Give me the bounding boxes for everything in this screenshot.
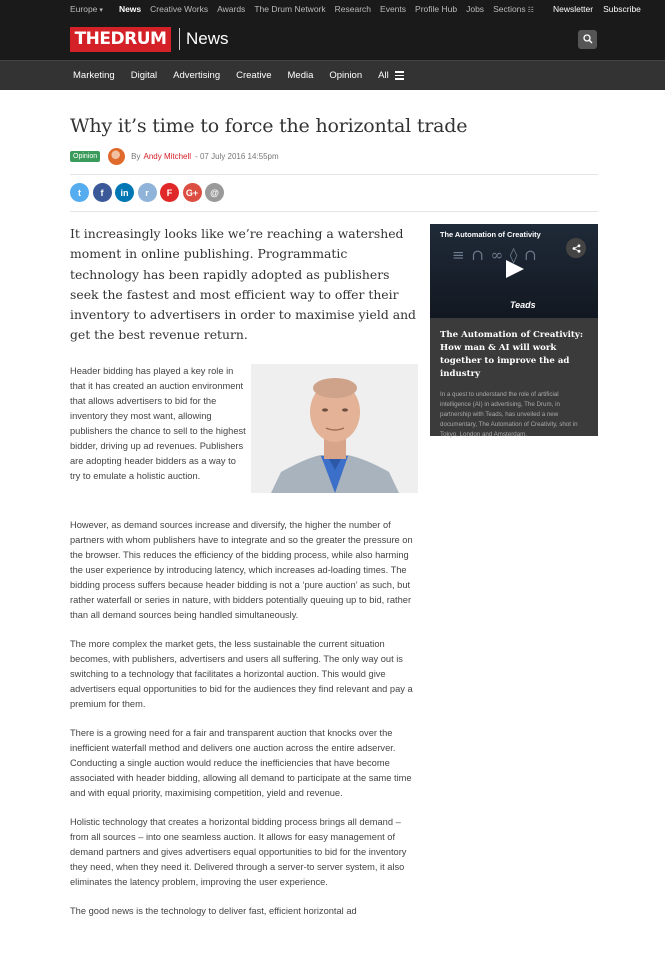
paragraph: However, as demand sources increase and diversify, the higher the number of partners with whom publishers have to integrate and so the greater the pressure on the browser. This reduces the efficiency of the bidding process, while also harming the user experience by introducing latency, which increases ad-loading times. The bidding process suffers because header bidding is not a ‘pure auction’ as such, but rather waterfall or series in nature, with bidders potentially queuing up to bid, rather than all demand sources being handled simultaneously. <box>70 519 413 620</box>
nav-media[interactable]: Media <box>287 70 314 81</box>
main-nav <box>0 60 665 90</box>
article-lead: It increasingly looks like we’re reaching a watershed moment in online publishing. Programmatic technology has been rapidly adopted as publishers seek the fastest and most efficient way to offer their inventory to advertisers in order to maximise yield and get the best revenue return. <box>70 226 416 343</box>
caret-down-icon: ▾ <box>99 7 103 14</box>
article-meta <box>70 148 598 165</box>
author-link[interactable]: Andy Mitchell <box>143 152 192 161</box>
nav-advertising[interactable]: Advertising <box>173 70 221 81</box>
divider <box>179 28 180 50</box>
intro-with-image <box>70 364 418 504</box>
author-avatar[interactable] <box>108 148 125 165</box>
topbar-link-profile-hub[interactable]: Profile Hub <box>415 4 458 14</box>
linkedin-icon[interactable]: in <box>115 183 134 202</box>
email-icon[interactable]: @ <box>205 183 224 202</box>
content-row <box>70 224 598 919</box>
site-header <box>0 18 665 60</box>
publish-date: - 07 July 2016 14:55pm <box>195 152 279 161</box>
divider <box>70 174 598 175</box>
article-title: Why it’s time to force the horizontal trade <box>70 115 468 137</box>
divider <box>70 211 598 212</box>
subscribe-link[interactable]: Subscribe <box>603 4 641 14</box>
share-bar <box>70 183 598 202</box>
edition-selector[interactable]: Europe ▾ <box>70 4 103 14</box>
topbar-right <box>543 4 641 14</box>
topbar-link-jobs[interactable]: Jobs <box>466 4 485 14</box>
topbar-link-events[interactable]: Events <box>380 4 407 14</box>
nav-opinion[interactable]: Opinion <box>329 70 363 81</box>
topbar-link-awards[interactable]: Awards <box>217 4 246 14</box>
topbar-link-research[interactable]: Research <box>334 4 372 14</box>
video-thumbnail-art: ≡ ∩ ∞ ◊ ∩ <box>452 246 538 264</box>
topbar-link-news[interactable]: News <box>118 4 142 14</box>
twitter-icon[interactable]: t <box>70 183 89 202</box>
video-player[interactable] <box>430 224 598 318</box>
facebook-icon[interactable]: f <box>93 183 112 202</box>
promo-description: In a quest to understand the role of artificial intelligence (AI) in advertising, The Drum, in partnership with Teads, has unveiled a new documentary, The Automation of Creativity, shot in Tokyo, London and Amsterdam. <box>440 391 578 438</box>
by-label: By <box>131 152 141 161</box>
paragraph: Header bidding has played a key role in that it has created an auction environment that allows advertisers to bid for the inventory they most want, allowing publishers the chance to sell to the highest bidder, driving up ad revenues. Publishers are adopting header bidders as a way to try to emulate a holistic auction. <box>70 365 246 481</box>
author-portrait <box>251 364 418 493</box>
teads-logo: Teads <box>510 300 536 310</box>
nav-all[interactable]: All <box>378 69 404 82</box>
sidebar-promo[interactable] <box>430 224 598 436</box>
nav-marketing[interactable]: Marketing <box>73 70 115 81</box>
video-title: The Automation of Creativity <box>440 230 541 239</box>
nav-creative[interactable]: Creative <box>236 70 272 81</box>
grid-icon: ☷ <box>527 7 534 14</box>
nav-digital[interactable]: Digital <box>130 70 158 81</box>
category-badge[interactable]: Opinion <box>70 151 100 162</box>
topbar-link-sections[interactable]: Sections ☷ <box>493 4 534 14</box>
search-button[interactable] <box>578 30 597 49</box>
paragraph: The more complex the market gets, the less sustainable the current situation becomes, with publishers, advertisers and users all suffering. The only way out is switching to a technology that facilitates a horizontal auction. This would give advertisers equal opportunities to bid for the audiences they find relevant and pay a premium for them. <box>70 638 413 709</box>
article <box>70 90 598 919</box>
paragraph: Holistic technology that creates a horizontal bidding process brings all demand – from all sources – into one seamless auction. It allows for easy management of demand partners and gives advertisers equal opportunities to bid for the inventory they need, when they need it. Delivered through a server-to server system, it also eliminates the latency problem, improving the user experience. <box>70 816 407 887</box>
paragraph: The good news is the technology to deliver fast, efficient horizontal ad <box>70 905 357 916</box>
newsletter-link[interactable]: Newsletter <box>552 4 594 14</box>
play-icon[interactable] <box>500 258 527 280</box>
googleplus-icon[interactable]: G+ <box>183 183 202 202</box>
share-icon <box>572 244 581 253</box>
flipboard-icon[interactable]: F <box>160 183 179 202</box>
topbar-link-creative-works[interactable]: Creative Works <box>150 4 209 14</box>
promo-headline[interactable]: The Automation of Creativity: How man & AI will work together to improve the ad industry <box>440 330 584 379</box>
paragraph: There is a growing need for a fair and transparent auction that knocks over the inefficient waterfall method and delivers one auction across the entire adserver. Conducting a single auction would reduce the inefficiencies that have become associated with header bidding, allowing all demand to participate at the same time and with equal priority, maximising competition, yield and revenue. <box>70 727 412 798</box>
video-share-button[interactable] <box>566 238 586 258</box>
reddit-icon[interactable]: r <box>138 183 157 202</box>
search-icon <box>583 34 593 44</box>
article-body <box>70 224 418 919</box>
topbar-link-drum-network[interactable]: The Drum Network <box>254 4 326 14</box>
top-bar <box>0 0 665 18</box>
the-drum-logo[interactable]: THEDRUM <box>70 27 171 52</box>
menu-icon <box>395 69 404 82</box>
section-name[interactable]: News <box>186 29 229 48</box>
